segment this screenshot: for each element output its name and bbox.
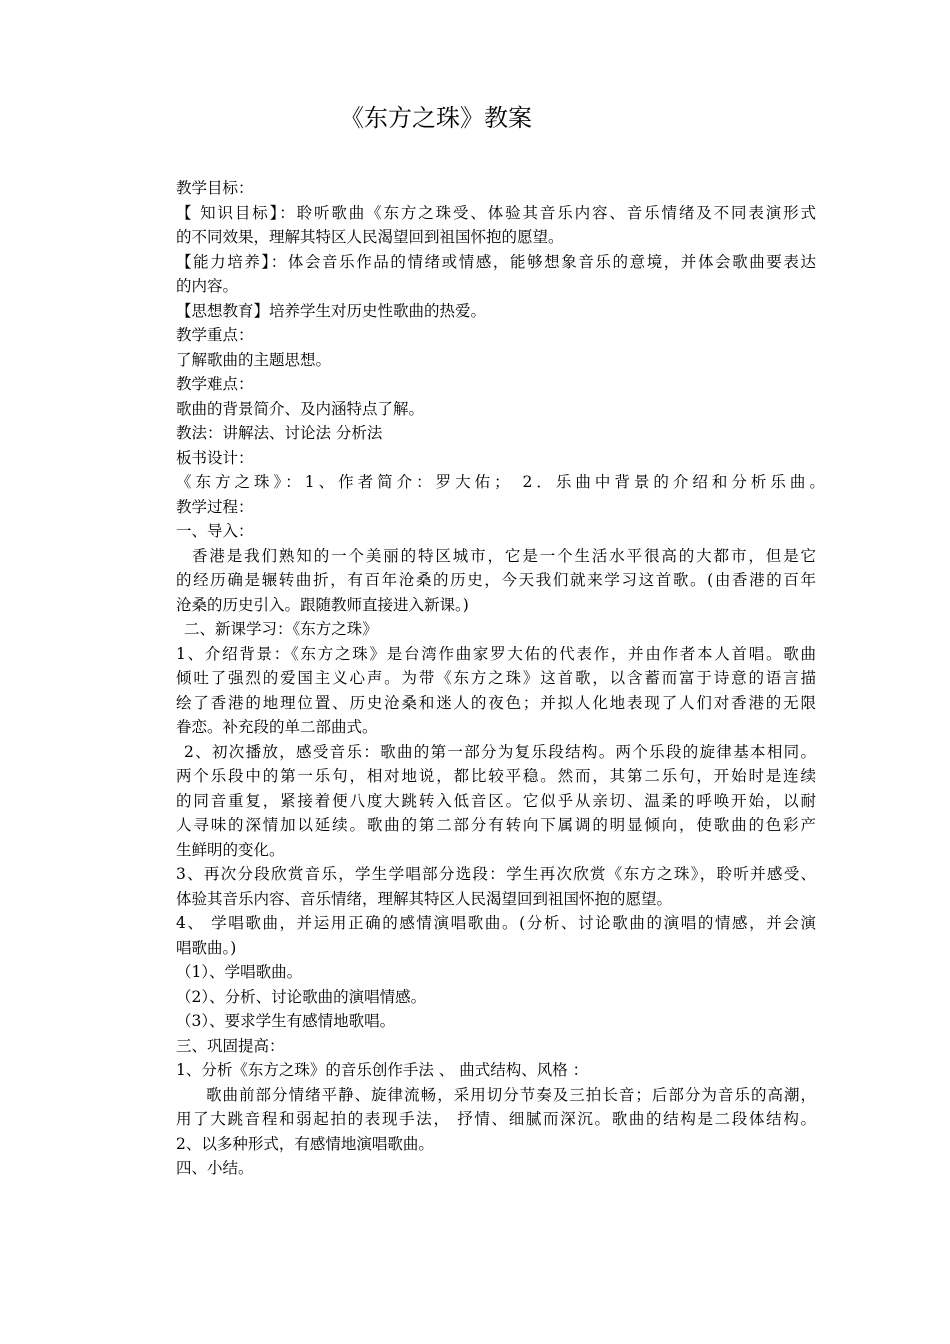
section-heading-key-points: 教学重点： — [176, 326, 254, 344]
step-heading-consolidate: 三、巩固提高： — [176, 1036, 285, 1055]
intro-paragraph-line: 的经历确是辗转曲折，有百年沧桑的历史，今天我们就来学习这首歌。(由香港的百年 — [176, 571, 816, 589]
sub-item: （2）、分析、讨论歌曲的演唱情感。 — [176, 987, 427, 1006]
sub-item: （1）、学唱歌曲。 — [176, 963, 303, 981]
second-listen-paragraph-line: 体验其音乐内容、音乐情绪，理解其特区人民渴望回到祖国怀抱的愿望。 — [176, 889, 673, 908]
analysis-paragraph-line: 用了大跳音程和弱起拍的表现手法， 抒情、细腻而深沉。歌曲的结构是二段体结构。 — [176, 1110, 816, 1128]
section-heading-difficulties: 教学难点： — [176, 375, 254, 393]
ability-goal-text: 【能力培养】：体会音乐作品的情绪或情感，能够想象音乐的意境，并体会歌曲要表达 — [176, 252, 816, 271]
knowledge-goal-text-cont: 的不同效果，理解其特区人民渴望回到祖国怀抱的愿望。 — [176, 228, 564, 246]
document-body — [176, 176, 829, 1181]
ideology-goal-text: 【思想教育】培养学生对历史性歌曲的热爱。 — [176, 301, 487, 320]
performance-item: 2、以多种形式，有感情地演唱歌曲。 — [176, 1134, 434, 1153]
background-paragraph-line: 1、介绍背景：《东方之珠》是台湾作曲家罗大佑的代表作，并由作者本人首唱。歌曲 — [176, 644, 816, 663]
learn-singing-paragraph-line: 4、 学唱歌曲，并运用正确的感情演唱歌曲。(分析、讨论歌曲的演唱的情感，并会演 — [176, 914, 816, 932]
background-paragraph-line: 倾吐了强烈的爱国主义心声。为带《东方之珠》这首歌，以含蓄而富于诗意的语言描 — [176, 669, 816, 687]
document-title: 《东方之珠》教案 — [340, 104, 532, 132]
step-heading-intro: 一、导入： — [176, 522, 254, 540]
background-paragraph-line: 绘了香港的地理位置、历史沧桑和迷人的夜色；并拟人化地表现了人们对香港的无限 — [176, 693, 816, 712]
analysis-item: 1、分析《东方之珠》的音乐创作手法 、 曲式结构、风格 ： — [176, 1061, 589, 1079]
first-listen-paragraph-line: 2、初次播放，感受音乐：歌曲的第一部分为复乐段结构。两个乐段的旋律基本相同。 — [184, 742, 816, 761]
key-points-text: 了解歌曲的主题思想。 — [176, 350, 332, 369]
ability-goal-text-cont: 的内容。 — [176, 277, 239, 295]
learn-singing-paragraph-line: 唱歌曲。) — [176, 938, 237, 957]
first-listen-paragraph-line: 的同音重复，紧接着便八度大跳转入低音区。它似乎从亲切、温柔的呼唤开始，以耐 — [176, 791, 816, 810]
teaching-methods-text: 教法：讲解法、讨论法 分析法 — [176, 424, 383, 442]
step-heading-new-lesson: 二、新课学习：《东方之珠》 — [184, 620, 378, 638]
first-listen-paragraph-line: 两个乐段中的第一乐句，相对地说，都比较平稳。然而，其第二乐句，开始时是连续 — [176, 767, 816, 785]
background-paragraph-line: 眷恋。补充段的单二部曲式。 — [176, 718, 378, 736]
knowledge-goal-text: 【 知识目标】：聆听歌曲《东方之珠受、体验其音乐内容、音乐情绪及不同表演形式 — [176, 203, 816, 222]
difficulties-text: 歌曲的背景简介、及内涵特点了解。 — [176, 399, 425, 418]
step-heading-summary: 四、小结。 — [176, 1159, 254, 1177]
intro-paragraph-line: 香港是我们熟知的一个美丽的特区城市，它是一个生活水平很高的大都市，但是它 — [192, 546, 816, 565]
board-design-text: 《东方之珠》：1、作者简介：罗大佑； 2．乐曲中背景的介绍和分析乐曲。 — [176, 473, 829, 491]
section-heading-process: 教学过程： — [176, 497, 254, 516]
second-listen-paragraph-line: 3、再次分段欣赏音乐，学生学唱部分选段：学生再次欣赏《东方之珠》，聆听并感受、 — [176, 865, 816, 883]
first-listen-paragraph-line: 生鲜明的变化。 — [176, 840, 285, 859]
sub-item: （3）、要求学生有感情地歌唱。 — [176, 1012, 396, 1030]
first-listen-paragraph-line: 人寻味的深情加以延续。歌曲的第二部分有转向下属调的明显倾向，使歌曲的色彩产 — [176, 816, 816, 834]
section-heading-board-design: 板书设计： — [176, 448, 254, 467]
section-heading-teaching-goals: 教学目标： — [176, 179, 254, 197]
intro-paragraph-line: 沧桑的历史引入。跟随教师直接进入新课。) — [176, 595, 469, 614]
analysis-paragraph-line: 歌曲前部分情绪平静、旋律流畅，采用切分节奏及三拍长音；后部分为音乐的高潮， — [206, 1085, 816, 1104]
